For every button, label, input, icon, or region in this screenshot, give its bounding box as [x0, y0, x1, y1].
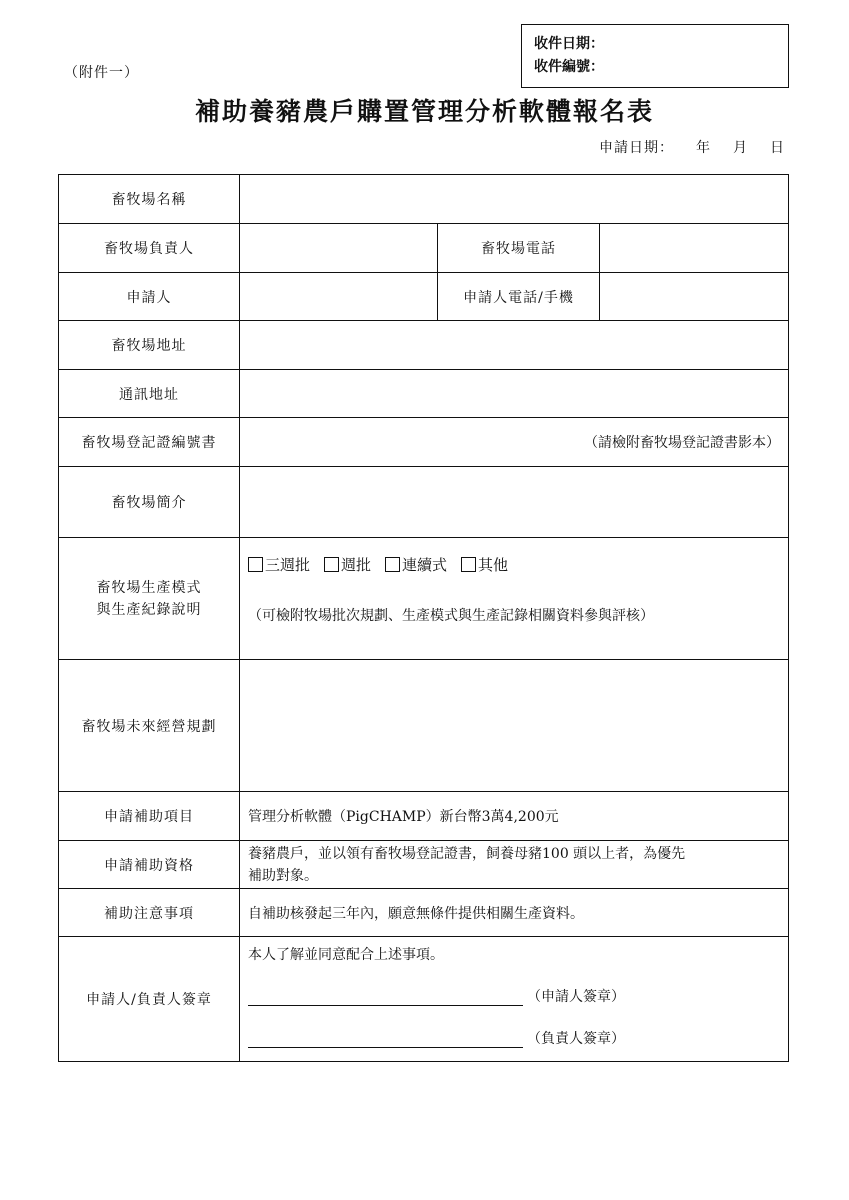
consent-text: 本人了解並同意配合上述事項。 [248, 947, 444, 963]
month-label: 月 [733, 140, 748, 156]
mode-note: （可檢附牧場批次規劃、生產模式與生產記錄相關資料參與評核） [248, 608, 654, 624]
notes-value: 自補助核發起三年內，願意無條件提供相關生產資料。 [240, 889, 789, 937]
apply-date [599, 137, 785, 157]
mode-option-weekly[interactable]: 週批 [324, 554, 371, 575]
future-plan-label: 畜牧場未來經營規劃 [59, 660, 240, 792]
applicant-sign-label: （申請人簽章） [527, 989, 625, 1005]
notes-label: 補助注意事項 [59, 889, 240, 937]
farm-address-field[interactable] [240, 321, 789, 370]
farm-phone-label: 畜牧場電話 [438, 224, 600, 273]
signature-label: 申請人/負責人簽章 [59, 937, 240, 1062]
production-mode-label-line2: 與生產紀錄說明 [96, 601, 202, 618]
subsidy-item-value: 管理分析軟體（PigCHAMP）新台幣3萬4,200元 [240, 792, 789, 841]
checkbox-icon[interactable] [461, 557, 476, 572]
receipt-date-label: 收件日期： [534, 36, 604, 52]
production-mode-label [59, 538, 240, 660]
farm-intro-field[interactable] [240, 467, 789, 538]
checkbox-icon[interactable] [324, 557, 339, 572]
receipt-box [521, 24, 789, 88]
farm-name-label: 畜牧場名稱 [59, 175, 240, 224]
farm-name-field[interactable] [240, 175, 789, 224]
future-plan-field[interactable] [240, 660, 789, 792]
eligibility-label: 申請補助資格 [59, 841, 240, 889]
subsidy-item-label: 申請補助項目 [59, 792, 240, 841]
applicant-field[interactable] [240, 273, 438, 321]
farm-address-label: 畜牧場地址 [59, 321, 240, 370]
mode-options [248, 554, 780, 575]
mail-address-field[interactable] [240, 370, 789, 418]
attachment-label: （附件一） [64, 65, 139, 81]
applicant-label: 申請人 [59, 273, 240, 321]
receipt-number-label: 收件編號： [534, 59, 604, 75]
production-mode-label-line1: 畜牧場生產模式 [96, 579, 202, 596]
mode-option-other[interactable]: 其他 [461, 554, 508, 575]
mode-option-continuous[interactable]: 連續式 [385, 554, 447, 575]
eligibility-line2: 補助對象。 [248, 867, 318, 884]
owner-sign-label: （負責人簽章） [527, 1031, 625, 1047]
owner-signature-line[interactable] [248, 1028, 780, 1048]
farm-owner-field[interactable] [240, 224, 438, 273]
production-mode-field [240, 538, 789, 660]
form-title: 補助養豬農戶購置管理分析軟體報名表 [194, 97, 654, 126]
year-label: 年 [696, 140, 711, 156]
applicant-phone-label: 申請人電話/手機 [438, 273, 600, 321]
day-label: 日 [770, 140, 785, 156]
eligibility-value [240, 841, 789, 889]
mode-option-three-week[interactable]: 三週批 [248, 554, 310, 575]
applicant-signature-line[interactable] [248, 986, 780, 1006]
application-form [58, 174, 789, 1062]
mail-address-label: 通訊地址 [59, 370, 240, 418]
eligibility-line1: 養豬農戶，並以領有畜牧場登記證書，飼養母豬100 頭以上者，為優先 [248, 845, 686, 862]
checkbox-icon[interactable] [385, 557, 400, 572]
farm-phone-field[interactable] [600, 224, 789, 273]
farm-intro-label: 畜牧場簡介 [59, 467, 240, 538]
applicant-phone-field[interactable] [600, 273, 789, 321]
registration-number-field[interactable] [240, 418, 789, 467]
checkbox-icon[interactable] [248, 557, 263, 572]
registration-note: （請檢附畜牧場登記證書影本） [584, 435, 781, 451]
registration-number-label: 畜牧場登記證編號書 [59, 418, 240, 467]
apply-date-label: 申請日期： [599, 140, 674, 156]
farm-owner-label: 畜牧場負責人 [59, 224, 240, 273]
signature-field [240, 937, 789, 1062]
